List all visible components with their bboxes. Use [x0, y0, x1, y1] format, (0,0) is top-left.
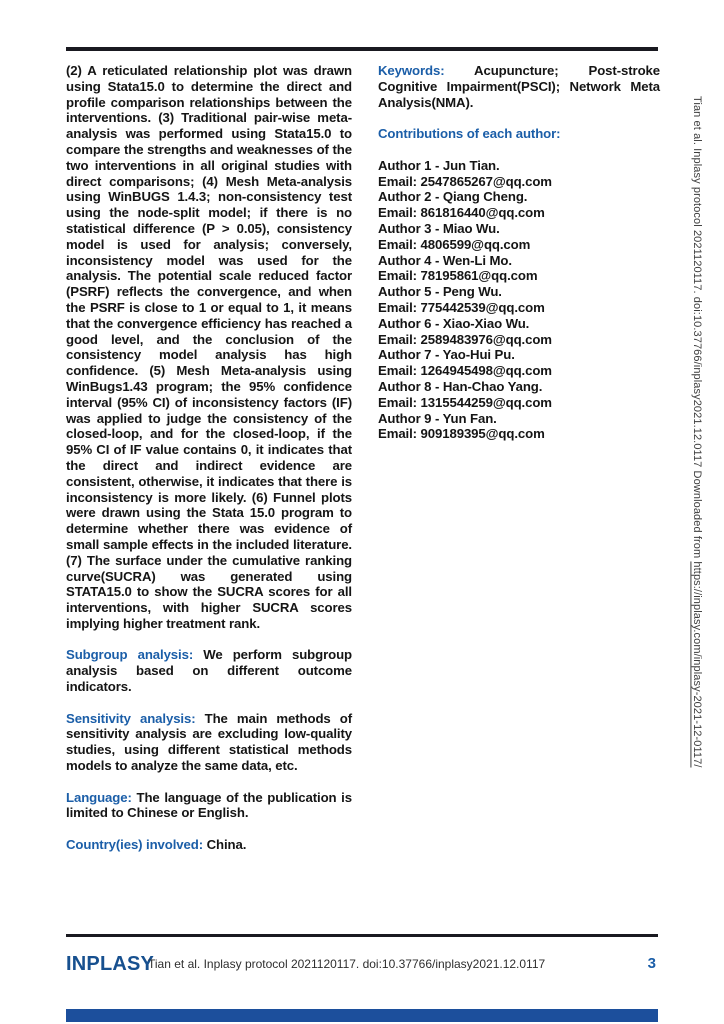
country-text: China.: [206, 837, 247, 853]
inplasy-logo: INPLASY: [66, 953, 155, 975]
contributions-heading: Contributions of each author:: [378, 126, 561, 142]
author-email: Email: 909189395@qq.com: [378, 426, 545, 442]
author-name: Author 2 - Qiang Cheng.: [378, 189, 528, 205]
keywords-label: Keywords:: [378, 63, 445, 78]
author-name: Author 1 - Jun Tian.: [378, 157, 500, 173]
author-email: Email: 861816440@qq.com: [378, 205, 545, 221]
author-name: Author 3 - Miao Wu.: [378, 220, 500, 236]
author-name: Author 8 - Han-Chao Yang.: [378, 378, 543, 394]
author-name: Author 6 - Xiao-Xiao Wu.: [378, 315, 530, 331]
subgroup-analysis-text: We perform subgroup analysis based on different outcome indicators.: [66, 647, 352, 695]
sensitivity-analysis-paragraph: [66, 711, 352, 774]
language-label: Language:: [66, 789, 132, 805]
author-email: Email: 1315544259@qq.com: [378, 394, 552, 410]
bottom-bar: [66, 1009, 658, 1022]
keywords-paragraph: [378, 63, 660, 110]
author-email: Email: 2589483976@qq.com: [378, 331, 552, 347]
subgroup-analysis-paragraph: [66, 647, 352, 694]
footer-rule: [66, 934, 658, 937]
author-name: Author 4 - Wen-Li Mo.: [378, 252, 512, 268]
language-text: The language of the publication is limited to Chinese or English.: [66, 789, 352, 821]
keywords-text: Acupuncture; Post-stroke Cognitive Impairment(PSCI); Network Meta Analysis(NMA).: [378, 63, 660, 110]
methods-paragraph: (2) A reticulated relationship plot was drawn using Stata15.0 to determine the direct and profile comparison relationships between the interventions. (3) Traditional pair-wise meta-analysis was performed using Stata15.0 to compare the strengths and weaknesses of the two interventions in all original studies with direct comparisons; (4) Mesh Meta-analysis using WinBUGS 1.4.3; non-consistency test using the node-split model; if there is no statistical difference (P > 0.05), consistency model is used for analysis; conversely, inconsistency model was used for the analysis. The potential scale reduced factor (PSRF) reflects the convergence, and when the PSRF is close to 1 or equal to 1, it means that the convergence efficiency has reached a good level, and the conclusion of the consistency model analysis has high confidence. (5) Mesh Meta-analysis using WinBugs1.43 program; the 95% confidence interval (95% CI) of inconsistency factors (IF) was applied to judge the consistency of the closed-loop, and for the closed-loop, if the 95% CI of IF value contains 0, it indicates that the direct and indirect evidence are consistent, otherwise, it indicates that there is inconsistency is more likely. (6) Funnel plots were drawn using the Stata 15.0 program to determine whether there was evidence of small sample effects in the included literature. (7) The surface under the cumulative ranking curve(SUCRA) was generated using STATA15.0 to show the SUCRA scores for all interventions, with higher SUCRA scores implying higher treatment rank.: [66, 63, 352, 631]
sensitivity-analysis-label: Sensitivity analysis:: [66, 710, 196, 726]
author-name: Author 9 - Yun Fan.: [378, 410, 497, 426]
language-paragraph: [66, 790, 352, 822]
author-email: Email: 1264945498@qq.com: [378, 363, 552, 379]
author-email: Email: 78195861@qq.com: [378, 268, 538, 284]
vertical-citation-link[interactable]: https://inplasy.com/inplasy-2021-12-0117/: [691, 561, 703, 768]
vertical-citation: [691, 96, 703, 948]
top-rule: [66, 47, 658, 51]
page-number: 3: [647, 955, 656, 972]
country-label: Country(ies) involved:: [66, 837, 204, 853]
author-name: Author 7 - Yao-Hui Pu.: [378, 347, 515, 363]
author-email: Email: 2547865267@qq.com: [378, 173, 552, 189]
vertical-citation-text: Tian et al. Inplasy protocol 2021120117. doi:10.37766/inplasy2021.12.0117 Downloaded from: [691, 96, 703, 562]
footer-citation: Tian et al. Inplasy protocol 2021120117. doi:10.37766/inplasy2021.12.0117: [148, 957, 546, 971]
authors-list: [378, 158, 660, 442]
footer: [66, 950, 658, 980]
subgroup-analysis-label: Subgroup analysis:: [66, 647, 194, 663]
sensitivity-analysis-text: The main methods of sensitivity analysis are excluding low-quality studies, using different statistical methods models to analyze the same data, etc.: [66, 710, 352, 774]
author-email: Email: 775442539@qq.com: [378, 299, 545, 315]
country-paragraph: [66, 837, 352, 853]
author-email: Email: 4806599@qq.com: [378, 236, 531, 252]
author-name: Author 5 - Peng Wu.: [378, 284, 502, 300]
left-column: [66, 63, 352, 869]
right-column: [378, 63, 660, 442]
